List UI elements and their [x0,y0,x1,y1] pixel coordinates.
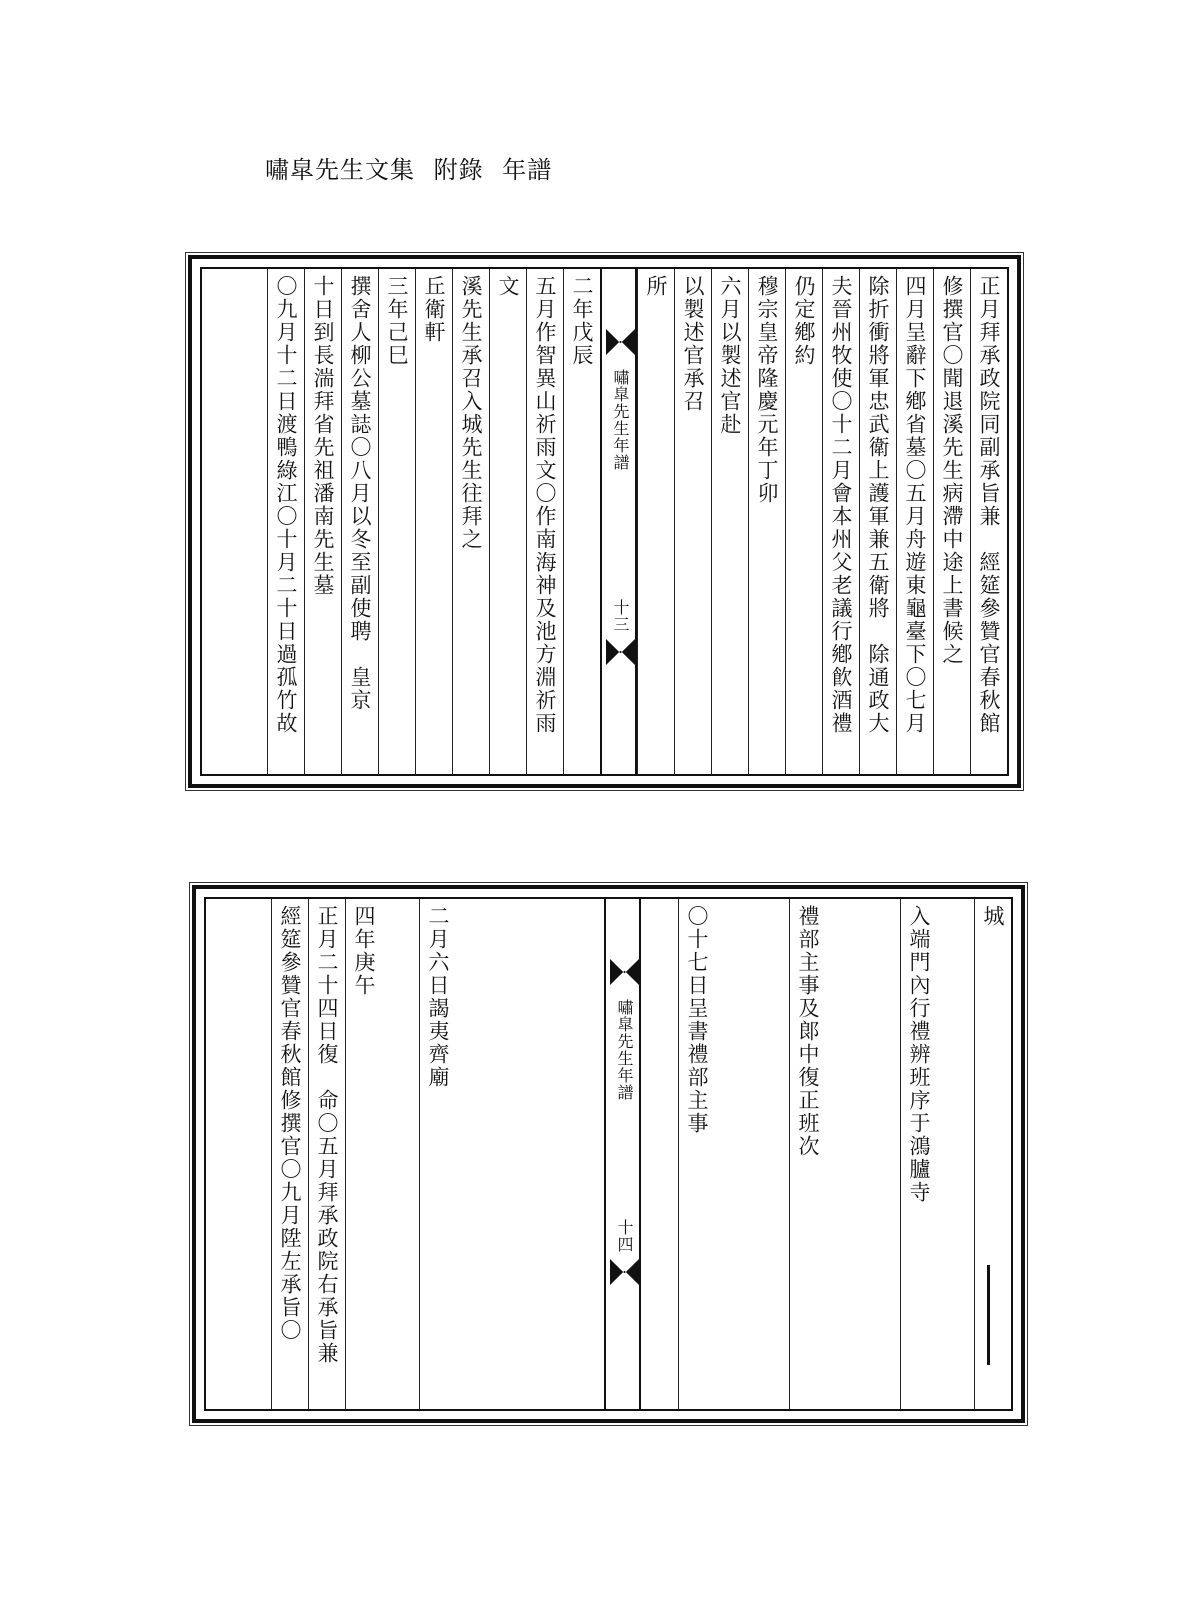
text-column: 〇十七日呈書禮部主事 [678,899,715,1409]
bottom-page-frame [204,897,1013,1411]
folio-number: 十三 [611,599,630,633]
fish-tail-ornament-icon [606,329,635,355]
text-column: 正月拜承政院同副承旨兼 經筵參贊官春秋館 [970,269,1007,774]
folio-number: 十四 [615,1219,634,1253]
bottom-page-scan [192,885,1025,1423]
text-column: 以製述官承召 [674,269,711,774]
text-column: 正月二十四日復 命〇五月拜承政院右承旨兼 [308,899,345,1409]
section-title: 附錄 [433,156,484,184]
gutter-column [600,269,637,774]
scan-edge-mark [987,1265,990,1365]
text-column: 所 [637,269,674,774]
text-column: 夫晉州牧使〇十二月會本州父老議行鄕飮酒禮 [822,269,859,774]
text-column: 〇九月十二日渡鴨綠江〇十月二十日過孤竹故 [267,269,304,774]
top-page-frame [200,267,1009,776]
gutter-title: 嘯皐先生年譜 [615,999,634,1101]
text-column: 經筵參贊官春秋館修撰官〇九月陞左承旨〇 [271,899,308,1409]
text-column: 修撰官〇聞退溪先生病滯中途上書候之 [933,269,970,774]
gutter-title: 嘯皐先生年譜 [611,369,630,471]
text-column: 十日到長湍拜省先祖潘南先生墓 [304,269,341,774]
text-column: 溪先生承召入城先生往拜之 [452,269,489,774]
chapter-title: 年譜 [502,156,553,184]
text-column: 文 [489,269,526,774]
top-page-scan [188,255,1021,788]
text-column: 三年己巳 [378,269,415,774]
text-column: 撰舍人柳公墓誌〇八月以冬至副使聘 皇京 [341,269,378,774]
text-column: 五月作智異山祈雨文〇作南海神及池方淵祈雨 [526,269,563,774]
book-title: 嘯皐先生文集 [265,156,415,184]
page-header [265,150,562,185]
text-column: 丘衛軒 [415,269,452,774]
text-column: 禮部主事及郞中復正班次 [789,899,826,1409]
text-column: 除折衝將軍忠武衛上護軍兼五衛將 除通政大 [859,269,896,774]
text-column: 入端門內行禮辨班序于鴻臚寺 [900,899,937,1409]
gutter-column [604,899,641,1409]
fish-tail-ornament-icon [610,1259,639,1285]
text-column: 六月以製述官赴 [711,269,748,774]
text-column: 二年戊辰 [563,269,600,774]
text-column: 穆宗皇帝隆慶元年丁卯 [748,269,785,774]
text-column: 仍定鄕約 [785,269,822,774]
text-column: 四月呈辭下鄕省墓〇五月舟遊東龜臺下〇七月 [896,269,933,774]
text-column: 四年庚午 [345,899,382,1409]
fish-tail-ornament-icon [606,639,635,665]
text-column: 城 [974,899,1011,1409]
fish-tail-ornament-icon [610,959,639,985]
text-column: 二月六日謁夷齊廟 [419,899,456,1409]
